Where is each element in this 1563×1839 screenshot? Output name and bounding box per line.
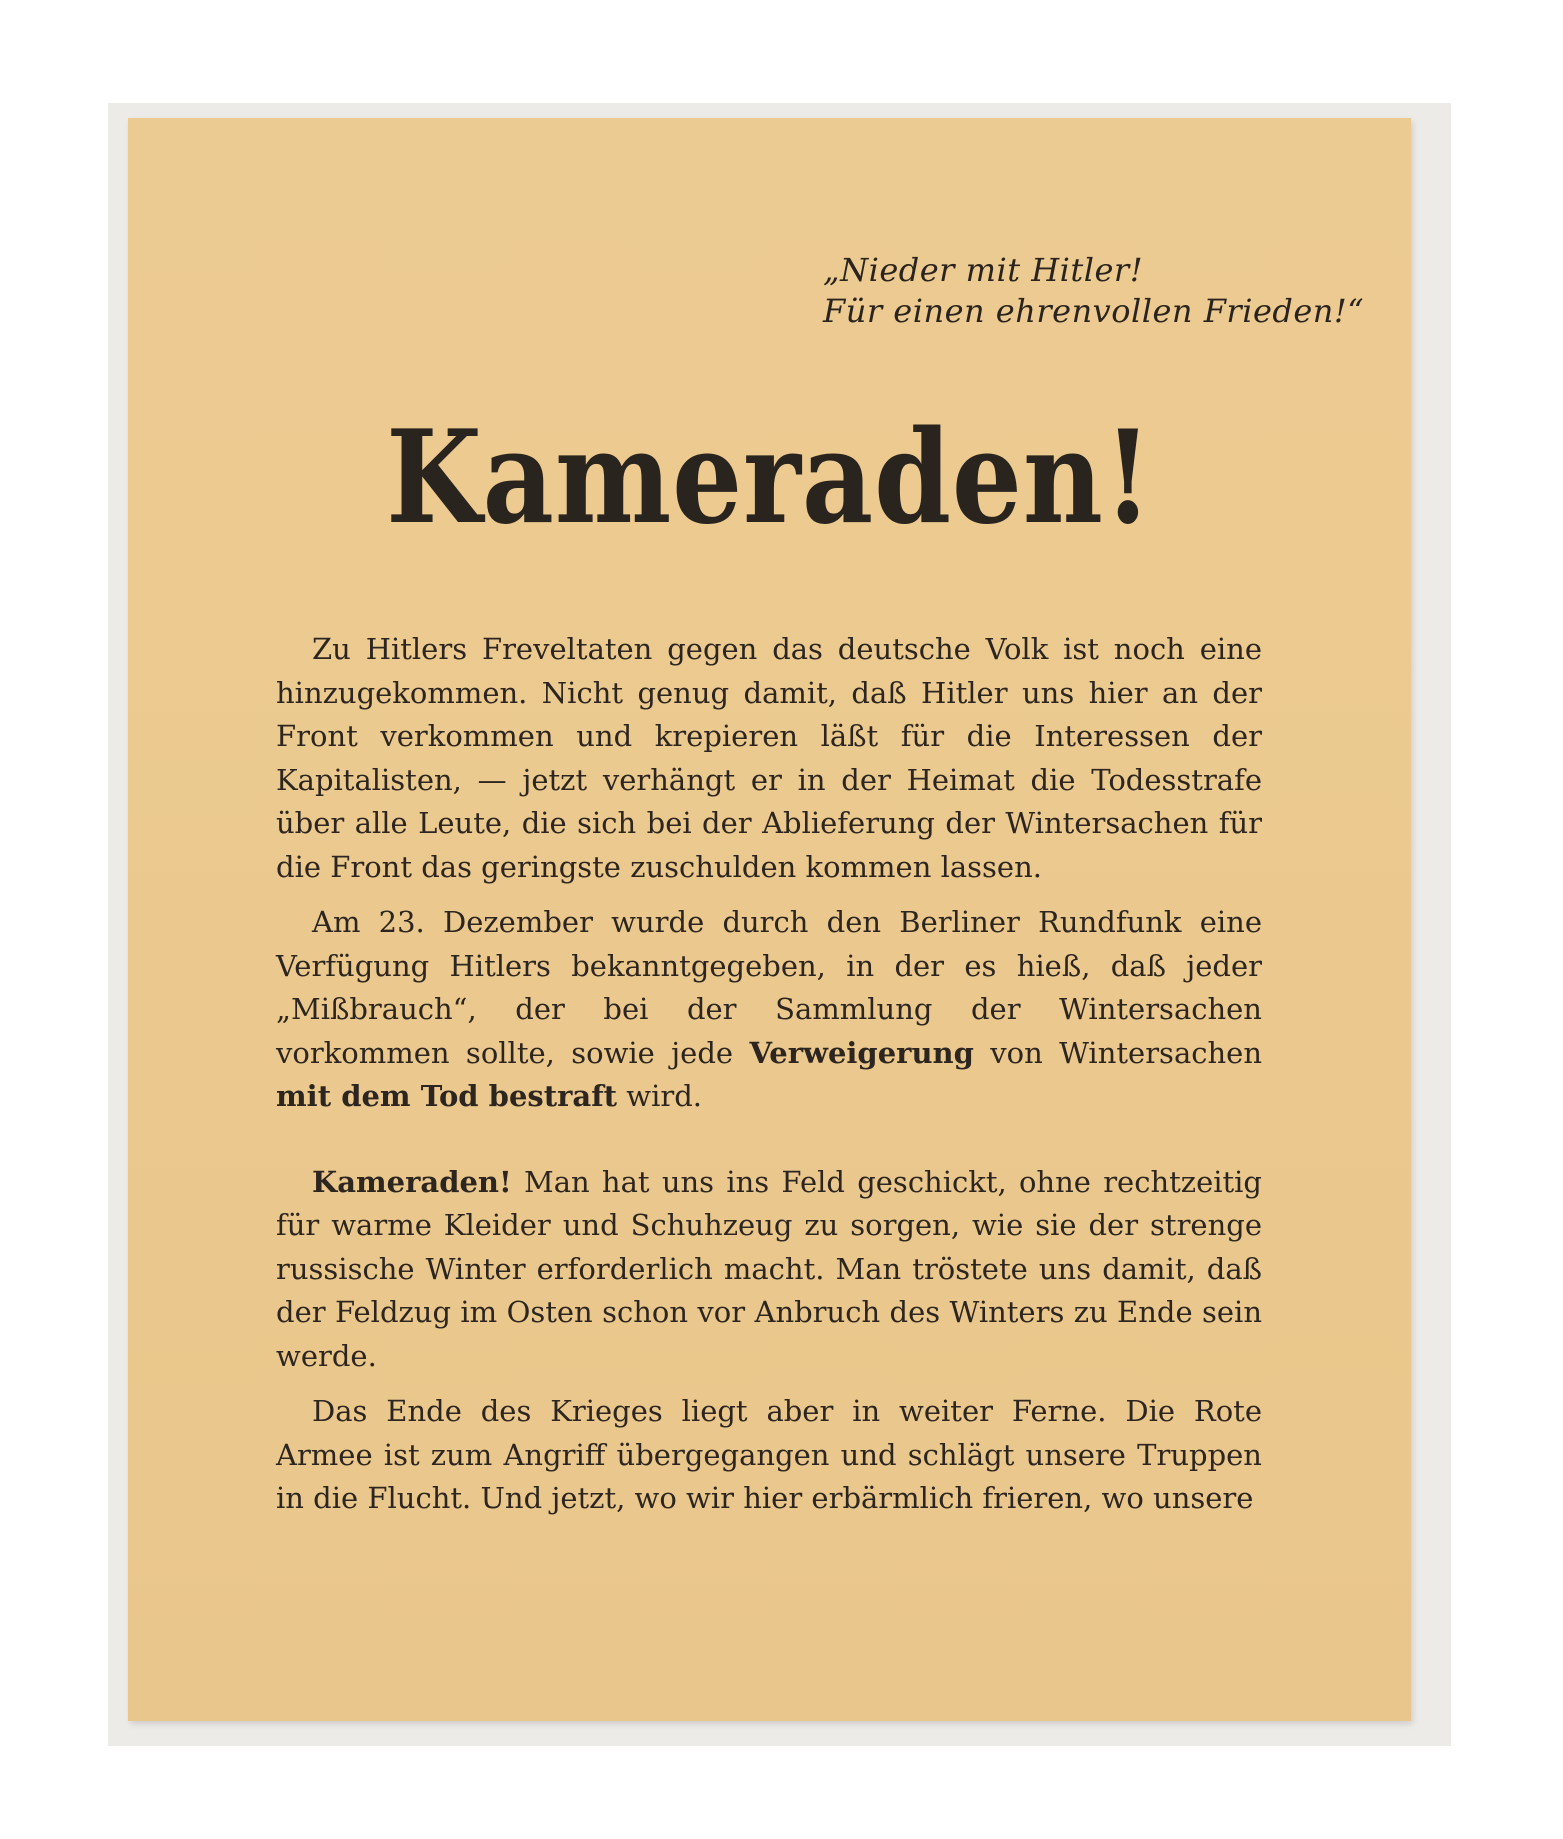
paragraph-1: Zu Hitlers Freveltaten gegen das deutsche Volk ist noch eine hinzugekommen. Nicht genug damit, daß Hitler uns hier an der Front verkommen und krepieren läßt für die Interessen der Kapitalisten, — jetzt verhängt er in der Heimat die Todesstrafe über alle Leute, die sich bei der Ablieferung der Wintersachen für die Front das geringste zuschulden kommen lassen. [276,632,1262,884]
paragraph-3 [276,1161,1262,1379]
paragraph-2 [276,901,1262,1119]
emphasis-death-penalty: mit dem Tod bestraft [276,1079,618,1113]
motto-line-2: Für einen ehrenvollen Frieden!“ [823,292,1365,330]
paragraph-4: Das Ende des Krieges liegt aber in weiter Ferne. Die Rote Armee ist zum Angriff übergegangen und schlägt unsere Truppen in die Flucht. Und jetzt, wo wir hier erbärmlich frieren, wo unsere [276,1394,1262,1515]
paragraph-2-text-c: von Wintersachen [973,1035,1262,1070]
headline: Kameraden! [386,403,1153,553]
paragraph-2-text-e: wird. [617,1079,703,1113]
body-text [276,628,1262,1521]
leaflet-page [128,118,1411,1721]
emphasis-comrades: Kameraden! [312,1164,512,1199]
motto-line-1: „Nieder mit Hitler! [823,251,1144,289]
paragraph-3-text: Man hat uns ins Feld geschickt, ohne rechtzeitig für warme Kleider und Schuhzeug zu sorgen, wie sie der strenge russische Winter erforderlich macht. Man tröstete uns damit, daß der Feldzug im Osten schon vor Anbruch des Winters zu Ende sein werde. [276,1164,1262,1373]
emphasis-refusal: Verweigerung [749,1035,974,1070]
paragraph-2-text-a: Am 23. Dezember wurde durch den Berliner Rundfunk eine Verfügung Hitlers bekanntgegeben, in der es hieß, daß jeder „Mißbrauch“, der bei der Sammlung der Wintersachen vorkommen sollte, sowie jede [276,905,1262,1070]
motto-quote [823,250,1363,332]
